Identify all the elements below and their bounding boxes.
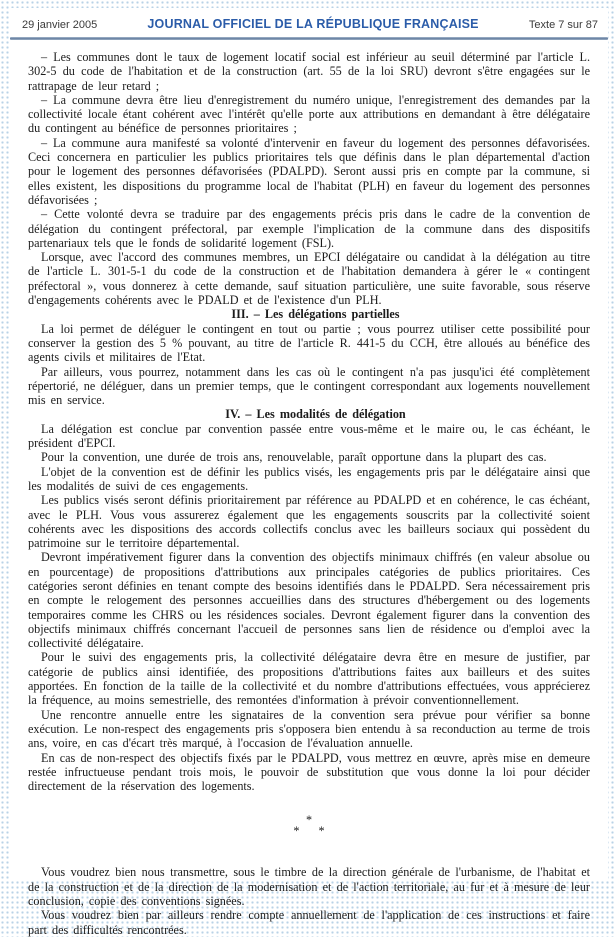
paragraph: Devront impérativement figurer dans la convention des objectifs minimaux chiffrés (en valeur absolue ou en pourcentage) de propositions d'attributions aux principales catégories de publics prioritaires. Ces catégories seront définies en tenant compte des besoins identifiés dans le PDALPD. Sera nécessairement pris en compte le relogement des personnes accueillies dans des structures d'hébergement ou des logements temporaires comme les CHRS ou les résidences sociales. Devront également figurer dans la convention des objectifs minimaux chiffrés concernant l'accueil de personnes sans lien de résidence ou d'emploi avec la collectivité délégataire. — [28, 550, 590, 650]
section-heading-3: III. – Les délégations partielles — [28, 307, 590, 321]
journal-title: JOURNAL OFFICIEL DE LA RÉPUBLIQUE FRANÇAISE — [147, 17, 478, 31]
journal-page — [10, 8, 608, 879]
star-separator-top: * — [28, 815, 590, 826]
closing-paragraph: Vous voudrez bien nous transmettre, sous le timbre de la direction générale de l'urbanisme, de l'habitat et de la construction et de la direction de la modernisation et de l'action territoriale, au fur et à mesure de leur conclusion, copie des conventions signées. — [28, 865, 590, 908]
journal-date: 29 janvier 2005 — [22, 19, 97, 31]
paragraph: La délégation est conclue par convention passée entre vous-même et le maire ou, le cas échéant, le président d'EPCI. — [28, 422, 590, 451]
paragraph: La loi permet de déléguer le contingent en tout ou partie ; vous pourrez utiliser cette possibilité pour conserver la gestion des 5 % pouvant, au titre de l'article R. 441-5 du CCH, être alloués au bénéfice des agents civils et militaires de l'Etat. — [28, 322, 590, 365]
intro-dash-item: – Cette volonté devra se traduire par des engagements précis pris dans le cadre de la convention de délégation du contingent préfectoral, par exemple l'implication de la commune dans des dispositifs partenariaux tels que le fonds de solidarité logement (FSL). — [28, 207, 590, 250]
page-header — [10, 8, 608, 31]
paragraph: Pour la convention, une durée de trois ans, renouvelable, paraît opportune dans la plupart des cas. — [28, 450, 590, 464]
texte-reference: Texte 7 sur 87 — [529, 19, 598, 31]
section-heading-4: IV. – Les modalités de délégation — [28, 407, 590, 421]
paragraph: En cas de non-respect des objectifs fixés par le PDALPD, vous mettrez en œuvre, après mise en demeure restée infructueuse pendant trois mois, le pouvoir de substitution que vous donne la loi pour décider directement de la réservation des logements. — [28, 751, 590, 794]
intro-dash-item: – La commune aura manifesté sa volonté d'intervenir en faveur du logement des personnes défavorisées. Ceci concernera en particulier les publics prioritaires tels que définis dans le plan départemental d'action pour le logement des personnes défavorisées (PDALPD). Seront aussi pris en compte par la commune, si elles existent, les dispositions du programme local de l'habitat (PLH) en faveur du logement des personnes défavorisées ; — [28, 136, 590, 207]
intro-dash-item: – La commune devra être lieu d'enregistrement du numéro unique, l'enregistrement des demandes par la collectivité locale étant cohérent avec l'intérêt qu'elle porte aux attributions en demandant à être délégataire du contingent au bénéfice de personnes prioritaires ; — [28, 93, 590, 136]
paragraph-epci: Lorsque, avec l'accord des communes membres, un EPCI délégataire ou candidat à la délégation au titre de l'article L. 301-5-1 du code de la construction et de l'habitation demandera à gérer le « contingent préfectoral », vous donnerez à cette demande, sauf situation particulière, une suite favorable, sous réserve d'engagements cohérents avec le PDALD et de l'existence d'un PLH. — [28, 250, 590, 307]
star-separator-bottom: * * — [28, 826, 590, 837]
paragraph: Les publics visés seront définis prioritairement par référence au PDALPD et en cohérence, le cas échéant, avec le PLH. Vous vous assurerez également que les engagements souscrits par la collectivité soient cohérents avec les dispositions des accords collectifs conclus avec les bailleurs sociaux qui possèdent du patrimoine sur le territoire départemental. — [28, 493, 590, 550]
paragraph: Une rencontre annuelle entre les signataires de la convention sera prévue pour vérifier sa bonne exécution. Le non-respect des engagements pris s'opposera bien entendu à sa reconduction au terme de trois ans, voire, en cas d'écart très marqué, à l'occasion de l'évaluation annuelle. — [28, 708, 590, 751]
document-body — [10, 40, 608, 937]
paragraph: L'objet de la convention est de définir les publics visés, les engagements pris par le délégataire ainsi que les modalités de suivi de ces engagements. — [28, 465, 590, 494]
paragraph: Par ailleurs, vous pourrez, notamment dans les cas où le contingent n'a pas jusqu'ici été complètement répertorié, ne déléguer, dans un premier temps, que le contingent correspondant aux logements nouvellement mis en service. — [28, 365, 590, 408]
closing-paragraph: Vous voudrez bien par ailleurs rendre compte annuellement de l'application de ces instructions et faire part des difficultés rencontrées. — [28, 908, 590, 937]
star-separator — [28, 815, 590, 837]
intro-dash-item: – Les communes dont le taux de logement locatif social est inférieur au seuil déterminé par l'article L. 302-5 du code de l'habitation et de la construction (art. 55 de la loi SRU) devront s'être engagées sur le rattrapage de leur retard ; — [28, 50, 590, 93]
closing-block — [28, 865, 590, 936]
paragraph: Pour le suivi des engagements pris, la collectivité délégataire devra être en mesure de justifier, par catégorie de publics ainsi identifiée, des propositions d'attributions faites aux bailleurs et des suites apportées. En fonction de la taille de la collectivité et du nombre d'attributions effectuées, vous apprécierez la fréquence, au moins semestrielle, des remontées d'information à prévoir conventionnellement. — [28, 650, 590, 707]
